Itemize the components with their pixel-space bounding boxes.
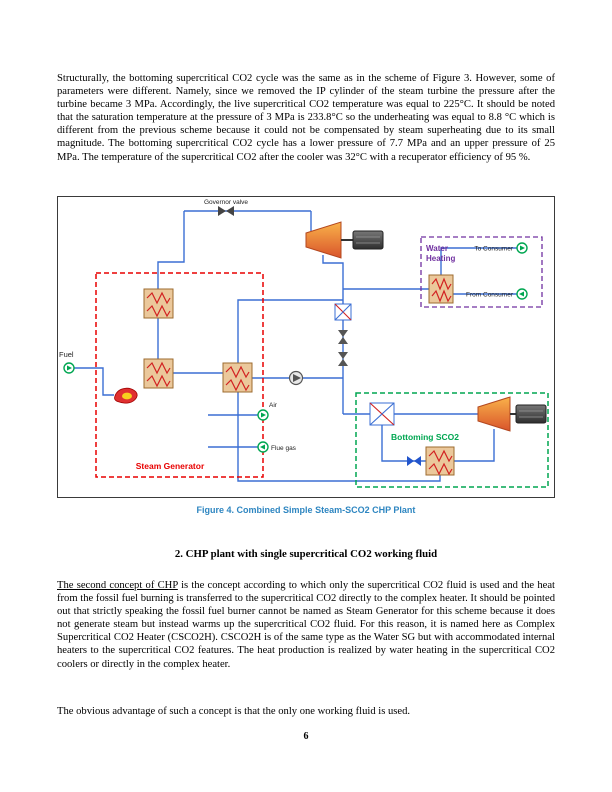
bottoming-sco2-label: Bottoming SCO2 [391, 432, 459, 442]
pump-icon [290, 372, 303, 385]
sco2-cooler-icon [370, 403, 394, 425]
valve-icon-2 [338, 352, 348, 366]
steam-generator-label: Steam Generator [135, 461, 205, 471]
from-consumer-label: From Consumer [466, 291, 513, 299]
sg-heat-exchanger-1-icon [144, 289, 173, 318]
water-heating-label-line1: Water [426, 244, 448, 253]
governor-valve-icon [218, 206, 234, 216]
air-label: Air [269, 402, 277, 409]
page-number: 6 [303, 731, 309, 742]
paragraph-2-rest: is the concept according to which only the supercritical CO2 fluid is used and the heat from the fossil fuel burning is transferred to the supercritical CO2 directly to the complex heater. It should be pointed out that strictly speaking the fossil fuel burner cannot be named as Steam Generator for this scheme because it does not generate steam but instead warms up the supercritical CO2 fluid. For this reason, it is named here as Complex Supercritical CO2 Heater (CSCO2H). CSCO2H is of the same type as the Water SG but with accommodated internal heaters to the supercritical CO2 features. The heat production is realized by water heating in the supercritical CO2 coolers or directly in the complex heater. [57, 580, 555, 670]
valve-icon-1 [338, 330, 348, 344]
paragraph-2-underlined-lead: The second concept of CHP [57, 580, 178, 591]
figure4 [57, 196, 555, 498]
figure4-caption: Figure 4. Combined Simple Steam-SCO2 CHP Plant [196, 505, 416, 515]
governor-valve-label: Governor valve [203, 199, 249, 206]
figure4-diagram [58, 197, 554, 497]
paragraph-3: The obvious advantage of such a concept is that the only one working fluid is used. [57, 706, 411, 717]
air-port-icon [258, 410, 268, 420]
water-heater-hx-icon [429, 275, 453, 303]
generator-icon [353, 231, 383, 249]
flue-gas-label: Flue gas [271, 445, 296, 452]
sg-heat-exchanger-3-icon [223, 363, 252, 392]
water-heating-label-line2: Heating [426, 254, 456, 263]
sco2-turbine-icon [478, 397, 510, 431]
from-consumer-port-icon [517, 289, 527, 299]
paragraph-2 [57, 579, 555, 671]
recuperator-icon [426, 447, 454, 475]
fuel-port-icon [64, 363, 74, 373]
section2-heading: 2. CHP plant with single supercritical CO2 working fluid [174, 548, 438, 560]
sco2-generator-icon [516, 405, 546, 423]
to-consumer-label: To Consumer [474, 245, 513, 253]
flue-gas-port-icon [258, 442, 268, 452]
sg-heat-exchanger-2-icon [144, 359, 173, 388]
sco2-valve-icon [407, 456, 421, 466]
burner-flame-icon [115, 388, 138, 403]
column-heat-exchanger-icon [335, 304, 351, 320]
paragraph-1: Structurally, the bottoming supercritical CO2 cycle was the same as in the scheme of Figure 3. However, some of parameters were different. Namely, since we removed the IP cylinder of the steam turbine the pressure after the turbine became 3 MPa. Accordingly, the live supercritical CO2 temperature was equal to 225°C. It should be noted that the saturation temperature at the pressure of 3 MPa is 233.8°C so the underheating was equal to 8.8 °C which is different from the previous scheme because it could not be compensated by steam superheating due to its small magnitude. The bottoming supercritical CO2 cycle has a lower pressure of 7.7 MPa and an upper pressure of 25 MPa. The temperature of the supercritical CO2 after the cooler was 32°C with a recuperator efficiency of 95 %. [57, 73, 555, 163]
to-consumer-port-icon [517, 243, 527, 253]
fuel-label: Fuel [59, 350, 74, 359]
